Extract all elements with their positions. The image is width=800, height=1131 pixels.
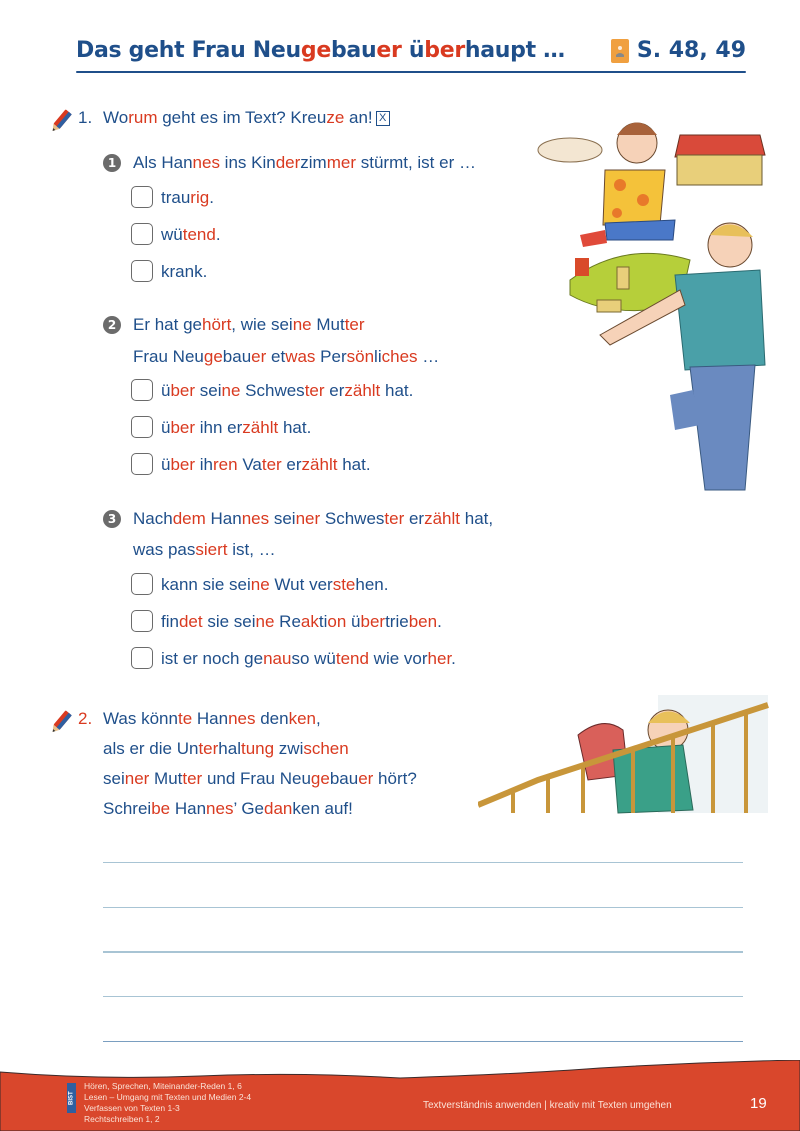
task-2-number: 2.	[78, 709, 93, 728]
question-2-text-line-1: Er hat gehört, wie seine Mutter	[133, 315, 365, 334]
question-3-text-line-1: Nachdem Hannes seiner Schwester erzählt hat,	[133, 509, 494, 528]
page-title: Das geht Frau Neugebauer überhaupt …	[76, 38, 565, 63]
book-icon	[611, 39, 629, 63]
standard-item: Lesen – Umgang mit Texten und Medien 2-4	[84, 1092, 252, 1102]
cross-box-icon: X	[376, 111, 390, 126]
answer-line-2[interactable]	[103, 907, 743, 908]
question-3-text-line-2: was passiert ist, …	[133, 540, 276, 559]
q1-option-2-checkbox[interactable]	[131, 223, 153, 245]
standards-list	[84, 1081, 251, 1125]
task-2-prompt-line-1: Was könnte Hannes denken,	[103, 709, 321, 728]
question-1-badge: 1	[103, 154, 121, 172]
pencil-icon	[47, 708, 75, 736]
q3-option-1-checkbox[interactable]	[131, 573, 153, 595]
q2-option-1-label: über seine Schwester erzählt hat.	[161, 381, 414, 400]
standard-item: Verfassen von Texten 1-3	[84, 1103, 180, 1113]
pencil-icon	[47, 107, 75, 135]
answer-line-5[interactable]	[103, 1041, 743, 1042]
answer-line-1[interactable]	[103, 862, 743, 863]
q1-option-3-label: krank.	[161, 262, 208, 281]
q3-option-1-label: kann sie seine Wut verstehen.	[161, 575, 389, 594]
question-1-text: Als Hannes ins Kinderzimmer stürmt, ist er …	[133, 153, 476, 172]
q2-option-3-checkbox[interactable]	[131, 453, 153, 475]
task-2-prompt-line-2: als er die Unterhaltung zwischen	[103, 739, 349, 758]
q3-option-2-label: findet sie seine Reaktion übertrieben.	[161, 612, 442, 631]
page-reference	[611, 38, 746, 63]
page-number: 19	[750, 1095, 767, 1112]
answer-line-4[interactable]	[103, 996, 743, 997]
task-2-prompt-line-3: seiner Mutter und Frau Neugebauer hört?	[103, 769, 417, 788]
header-rule	[76, 71, 746, 73]
q3-option-3-label: ist er noch genauso wütend wie vorher.	[161, 649, 456, 668]
task-2-prompt-line-4: Schreibe Hannes’ Gedanken auf!	[103, 799, 353, 818]
task-1-prompt: Worum geht es im Text? Kreuze an! X	[103, 108, 390, 128]
q1-option-2-label: wütend.	[161, 225, 221, 244]
illustration-kids-room	[525, 105, 790, 500]
question-2-text-line-2: Frau Neugebauer etwas Persönliches …	[133, 347, 440, 366]
q1-option-3-checkbox[interactable]	[131, 260, 153, 282]
q1-option-1-label: traurig.	[161, 188, 214, 207]
reference-pages: S. 48, 49	[636, 38, 746, 63]
question-3-badge: 3	[103, 510, 121, 528]
q3-option-3-checkbox[interactable]	[131, 647, 153, 669]
bist-badge: BIST	[67, 1083, 76, 1113]
q2-option-2-checkbox[interactable]	[131, 416, 153, 438]
question-2-badge: 2	[103, 316, 121, 334]
task-1-number: 1.	[78, 108, 93, 127]
q3-option-2-checkbox[interactable]	[131, 610, 153, 632]
standard-item: Rechtschreiben 1, 2	[84, 1114, 160, 1124]
q2-option-1-checkbox[interactable]	[131, 379, 153, 401]
q2-option-2-label: über ihn erzählt hat.	[161, 418, 312, 437]
standard-item: Hören, Sprechen, Miteinander-Reden 1, 6	[84, 1081, 242, 1091]
answer-line-3[interactable]	[103, 951, 743, 953]
footer-topic: Textverständnis anwenden | kreativ mit Texten umgehen	[423, 1100, 672, 1111]
q2-option-3-label: über ihren Vater erzählt hat.	[161, 455, 371, 474]
illustration-boy-on-stairs	[478, 685, 773, 815]
q1-option-1-checkbox[interactable]	[131, 186, 153, 208]
